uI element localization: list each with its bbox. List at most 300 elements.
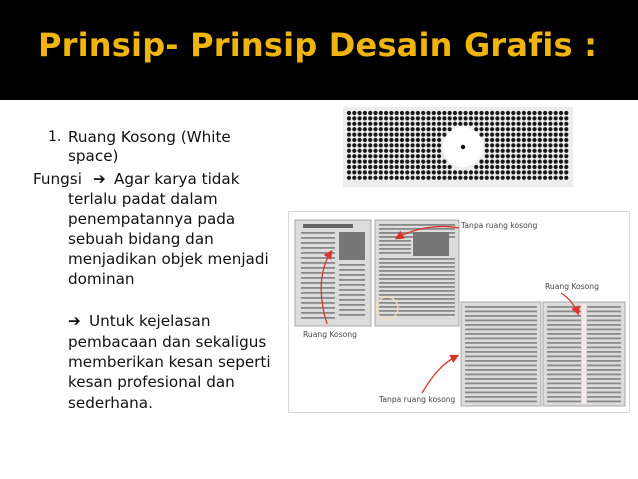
grid-dot	[517, 116, 521, 120]
dot-grid-image	[343, 107, 573, 187]
grid-dot	[501, 143, 505, 147]
grid-dot	[411, 116, 415, 120]
grid-dot	[527, 127, 531, 131]
grid-dot	[358, 165, 362, 169]
grid-dot	[416, 165, 420, 169]
grid-dot	[511, 149, 515, 153]
grid-dot	[437, 149, 441, 153]
grid-dot	[379, 143, 383, 147]
page-image-block	[413, 232, 449, 256]
grid-dot	[469, 176, 473, 180]
grid-dot	[400, 170, 404, 174]
grid-dot	[400, 149, 404, 153]
grid-dot	[554, 176, 558, 180]
grid-dot	[432, 133, 436, 137]
grid-dot	[405, 127, 409, 131]
grid-dot	[384, 170, 388, 174]
grid-dot	[448, 116, 452, 120]
grid-dot	[389, 176, 393, 180]
grid-dot	[495, 133, 499, 137]
grid-dot	[564, 122, 568, 126]
grid-dot	[416, 127, 420, 131]
grid-dot	[411, 143, 415, 147]
text-line	[301, 287, 335, 289]
grid-dot	[395, 143, 399, 147]
grid-dot	[453, 176, 457, 180]
grid-dot	[432, 154, 436, 158]
grid-dot	[352, 122, 356, 126]
grid-dot	[559, 149, 563, 153]
grid-dot	[485, 127, 489, 131]
grid-dot	[395, 176, 399, 180]
text-line	[587, 329, 621, 331]
grid-dot	[554, 149, 558, 153]
grid-dot	[538, 133, 542, 137]
second-line-4: kesan profesional dan	[68, 373, 235, 391]
grid-dot	[426, 165, 430, 169]
text-line	[379, 244, 411, 246]
grid-dot	[358, 143, 362, 147]
grid-dot	[501, 138, 505, 142]
text-line	[339, 269, 365, 271]
grid-dot	[373, 116, 377, 120]
text-line	[587, 306, 621, 308]
grid-dot	[495, 116, 499, 120]
grid-dot	[347, 149, 351, 153]
text-line	[547, 383, 581, 385]
grid-dot	[373, 149, 377, 153]
grid-dot	[416, 133, 420, 137]
grid-dot	[426, 170, 430, 174]
grid-dot	[411, 160, 415, 164]
grid-dot	[501, 122, 505, 126]
grid-dot	[421, 154, 425, 158]
grid-dot	[437, 138, 441, 142]
text-line	[587, 401, 621, 403]
grid-dot	[363, 165, 367, 169]
grid-dot	[559, 122, 563, 126]
grid-dot	[448, 111, 452, 115]
grid-dot	[389, 116, 393, 120]
grid-dot	[363, 160, 367, 164]
grid-dot	[358, 176, 362, 180]
grid-dot	[437, 116, 441, 120]
grid-dot	[453, 111, 457, 115]
grid-dot	[554, 143, 558, 147]
grid-dot	[554, 111, 558, 115]
grid-dot	[352, 160, 356, 164]
grid-dot	[432, 116, 436, 120]
grid-dot	[405, 143, 409, 147]
text-line	[587, 324, 621, 326]
grid-dot	[368, 122, 372, 126]
grid-dot	[522, 111, 526, 115]
grid-dot	[426, 160, 430, 164]
grid-dot	[511, 154, 515, 158]
grid-dot	[522, 122, 526, 126]
text-line	[379, 258, 455, 260]
grid-dot	[522, 176, 526, 180]
grid-dot	[506, 149, 510, 153]
grid-dot	[559, 138, 563, 142]
text-line	[587, 392, 621, 394]
grid-dot	[548, 127, 552, 131]
grid-dot	[479, 176, 483, 180]
grid-dot	[363, 133, 367, 137]
grid-dot	[437, 165, 441, 169]
grid-dot	[373, 154, 377, 158]
text-line	[379, 248, 411, 250]
grid-dot	[400, 176, 404, 180]
text-line	[301, 257, 335, 259]
grid-dot	[421, 176, 425, 180]
grid-dot	[474, 111, 478, 115]
grid-dot	[384, 138, 388, 142]
grid-dot	[495, 165, 499, 169]
grid-dot	[426, 127, 430, 131]
text-line	[587, 311, 621, 313]
grid-dot	[347, 122, 351, 126]
grid-dot	[485, 116, 489, 120]
grid-dot	[469, 170, 473, 174]
grid-dot	[373, 176, 377, 180]
text-line	[379, 294, 455, 296]
text-line	[301, 247, 335, 249]
grid-dot	[543, 133, 547, 137]
text-line	[547, 365, 581, 367]
grid-dot	[538, 154, 542, 158]
grid-dot	[363, 122, 367, 126]
text-line	[301, 282, 335, 284]
text-line	[587, 360, 621, 362]
text-line	[379, 252, 411, 254]
grid-dot	[511, 116, 515, 120]
grid-dot	[522, 143, 526, 147]
text-line	[379, 314, 455, 316]
text-line	[587, 374, 621, 376]
grid-dot	[464, 122, 468, 126]
grid-dot	[532, 149, 536, 153]
grid-dot	[548, 176, 552, 180]
grid-dot	[400, 111, 404, 115]
text-line	[587, 342, 621, 344]
grid-dot	[358, 160, 362, 164]
grid-dot	[379, 170, 383, 174]
grid-dot	[416, 176, 420, 180]
grid-dot	[358, 149, 362, 153]
grid-dot	[363, 154, 367, 158]
grid-dot	[437, 170, 441, 174]
grid-dot	[358, 170, 362, 174]
grid-dot	[442, 127, 446, 131]
grid-dot	[490, 127, 494, 131]
grid-dot	[411, 165, 415, 169]
grid-dot	[411, 127, 415, 131]
grid-dot	[442, 165, 446, 169]
grid-dot	[490, 149, 494, 153]
grid-dot	[400, 154, 404, 158]
grid-dot	[564, 127, 568, 131]
text-line	[587, 347, 621, 349]
grid-dot	[522, 127, 526, 131]
text-line	[339, 264, 365, 266]
grid-dot	[554, 165, 558, 169]
grid-dot	[479, 116, 483, 120]
grid-dot	[352, 127, 356, 131]
grid-dot	[485, 143, 489, 147]
text-line	[379, 278, 455, 280]
text-line	[339, 294, 365, 296]
arrow-tanpa-bottom	[422, 356, 457, 393]
grid-dot	[543, 127, 547, 131]
grid-dot	[389, 165, 393, 169]
grid-dot	[347, 160, 351, 164]
grid-dot	[522, 116, 526, 120]
text-line	[465, 338, 537, 340]
grid-dot	[437, 111, 441, 115]
text-line	[547, 351, 581, 353]
grid-dot	[363, 127, 367, 131]
grid-dot	[432, 176, 436, 180]
label-ruang-kosong-right: Ruang Kosong	[545, 282, 599, 291]
grid-dot	[352, 116, 356, 120]
grid-dot	[395, 133, 399, 137]
grid-dot	[522, 149, 526, 153]
grid-dot	[474, 122, 478, 126]
grid-dot	[411, 170, 415, 174]
text-line	[465, 311, 537, 313]
text-line	[465, 329, 537, 331]
grid-dot	[490, 133, 494, 137]
grid-dot	[485, 122, 489, 126]
grid-dot	[564, 149, 568, 153]
text-line	[301, 232, 335, 234]
grid-dot	[479, 165, 483, 169]
grid-dot	[527, 138, 531, 142]
grid-dot	[389, 170, 393, 174]
grid-dot	[554, 122, 558, 126]
grid-dot	[554, 133, 558, 137]
grid-dot	[421, 127, 425, 131]
text-line	[547, 338, 581, 340]
grid-dot	[432, 165, 436, 169]
grid-dot	[501, 149, 505, 153]
grid-dot	[506, 133, 510, 137]
text-line	[379, 240, 411, 242]
second-line-3: memberikan kesan seperti	[68, 353, 271, 371]
grid-dot	[538, 111, 542, 115]
grid-dot	[368, 138, 372, 142]
grid-dot	[506, 127, 510, 131]
text-line	[379, 236, 411, 238]
grid-dot	[384, 160, 388, 164]
layout-comparison-image	[289, 212, 631, 414]
grid-dot	[532, 111, 536, 115]
text-line	[587, 320, 621, 322]
grid-dot	[474, 165, 478, 169]
second-line-2: pembacaan dan sekaligus	[68, 333, 267, 351]
grid-dot	[363, 170, 367, 174]
grid-dot	[564, 143, 568, 147]
grid-dot	[384, 122, 388, 126]
text-line	[339, 314, 365, 316]
label-tanpa-ruang-kosong-top: Tanpa ruang kosong	[461, 221, 538, 230]
grid-dot	[400, 165, 404, 169]
grid-dot	[511, 138, 515, 142]
grid-dot	[400, 133, 404, 137]
grid-dot	[543, 170, 547, 174]
grid-dot	[379, 138, 383, 142]
grid-dot	[511, 165, 515, 169]
grid-dot	[416, 138, 420, 142]
grid-dot	[506, 116, 510, 120]
text-line	[465, 324, 537, 326]
grid-dot	[373, 170, 377, 174]
grid-dot	[389, 154, 393, 158]
grid-dot	[347, 111, 351, 115]
text-line	[379, 270, 455, 272]
text-line	[465, 360, 537, 362]
grid-dot	[442, 111, 446, 115]
grid-dot	[559, 127, 563, 131]
grid-dot	[347, 133, 351, 137]
grid-dot	[527, 176, 531, 180]
grid-dot	[517, 170, 521, 174]
grid-dot	[416, 170, 420, 174]
text-line	[547, 342, 581, 344]
grid-dot	[554, 170, 558, 174]
grid-dot	[543, 111, 547, 115]
grid-dot	[442, 160, 446, 164]
text-line	[301, 297, 335, 299]
grid-dot	[501, 111, 505, 115]
grid-dot	[352, 176, 356, 180]
grid-dot	[501, 160, 505, 164]
grid-dot	[347, 176, 351, 180]
grid-dot	[421, 160, 425, 164]
grid-dot	[368, 127, 372, 131]
grid-dot	[347, 138, 351, 142]
grid-dot	[411, 154, 415, 158]
grid-dot	[554, 160, 558, 164]
grid-dot	[543, 165, 547, 169]
grid-dot	[517, 176, 521, 180]
grid-dot	[352, 170, 356, 174]
grid-dot	[511, 122, 515, 126]
grid-dot	[559, 143, 563, 147]
grid-dot	[548, 165, 552, 169]
text-line	[465, 401, 537, 403]
grid-dot	[474, 127, 478, 131]
grid-dot	[379, 116, 383, 120]
grid-dot	[532, 127, 536, 131]
grid-dot	[352, 149, 356, 153]
grid-dot	[511, 133, 515, 137]
grid-dot	[474, 176, 478, 180]
grid-dot	[506, 122, 510, 126]
grid-dot	[416, 149, 420, 153]
grid-dot	[358, 122, 362, 126]
text-line	[547, 320, 581, 322]
grid-dot	[379, 154, 383, 158]
grid-dot	[405, 133, 409, 137]
grid-dot	[522, 154, 526, 158]
text-line	[339, 289, 365, 291]
grid-dot	[368, 160, 372, 164]
text-line	[301, 242, 335, 244]
grid-dot	[384, 143, 388, 147]
grid-dot	[395, 111, 399, 115]
grid-dot	[421, 143, 425, 147]
grid-dot	[517, 160, 521, 164]
text-line	[547, 356, 581, 358]
grid-dot	[522, 165, 526, 169]
grid-dot	[527, 133, 531, 137]
text-line	[587, 351, 621, 353]
grid-dot	[389, 143, 393, 147]
grid-dot	[437, 127, 441, 131]
grid-dot	[421, 111, 425, 115]
grid-dot	[527, 154, 531, 158]
grid-dot	[373, 138, 377, 142]
grid-dot	[421, 133, 425, 137]
grid-dot	[527, 170, 531, 174]
text-line	[587, 396, 621, 398]
text-line	[465, 351, 537, 353]
text-line	[547, 374, 581, 376]
text-line	[547, 329, 581, 331]
text-line	[547, 369, 581, 371]
grid-dot	[347, 143, 351, 147]
grid-dot	[379, 165, 383, 169]
grid-dot	[358, 154, 362, 158]
grid-dot	[548, 149, 552, 153]
grid-dot	[421, 116, 425, 120]
grid-dot	[532, 154, 536, 158]
grid-dot	[373, 160, 377, 164]
grid-dot	[495, 111, 499, 115]
grid-dot	[485, 154, 489, 158]
grid-dot	[437, 160, 441, 164]
grid-dot	[368, 154, 372, 158]
grid-dot	[368, 143, 372, 147]
grid-dot	[485, 149, 489, 153]
text-line	[379, 298, 455, 300]
text-line	[301, 277, 335, 279]
grid-dot	[469, 116, 473, 120]
grid-dot	[543, 149, 547, 153]
grid-dot	[384, 149, 388, 153]
text-line	[587, 333, 621, 335]
text-line	[379, 274, 455, 276]
grid-dot	[464, 170, 468, 174]
grid-dot	[548, 160, 552, 164]
grid-dot	[495, 160, 499, 164]
grid-dot	[506, 176, 510, 180]
grid-dot	[532, 143, 536, 147]
grid-dot	[442, 170, 446, 174]
grid-dot	[479, 170, 483, 174]
second-line-5: sederhana.	[68, 394, 153, 412]
grid-dot	[511, 176, 515, 180]
grid-dot	[490, 116, 494, 120]
grid-dot	[479, 111, 483, 115]
grid-dot	[405, 138, 409, 142]
text-line	[379, 266, 455, 268]
grid-dot	[432, 149, 436, 153]
text-line	[379, 302, 455, 304]
grid-dot	[458, 170, 462, 174]
